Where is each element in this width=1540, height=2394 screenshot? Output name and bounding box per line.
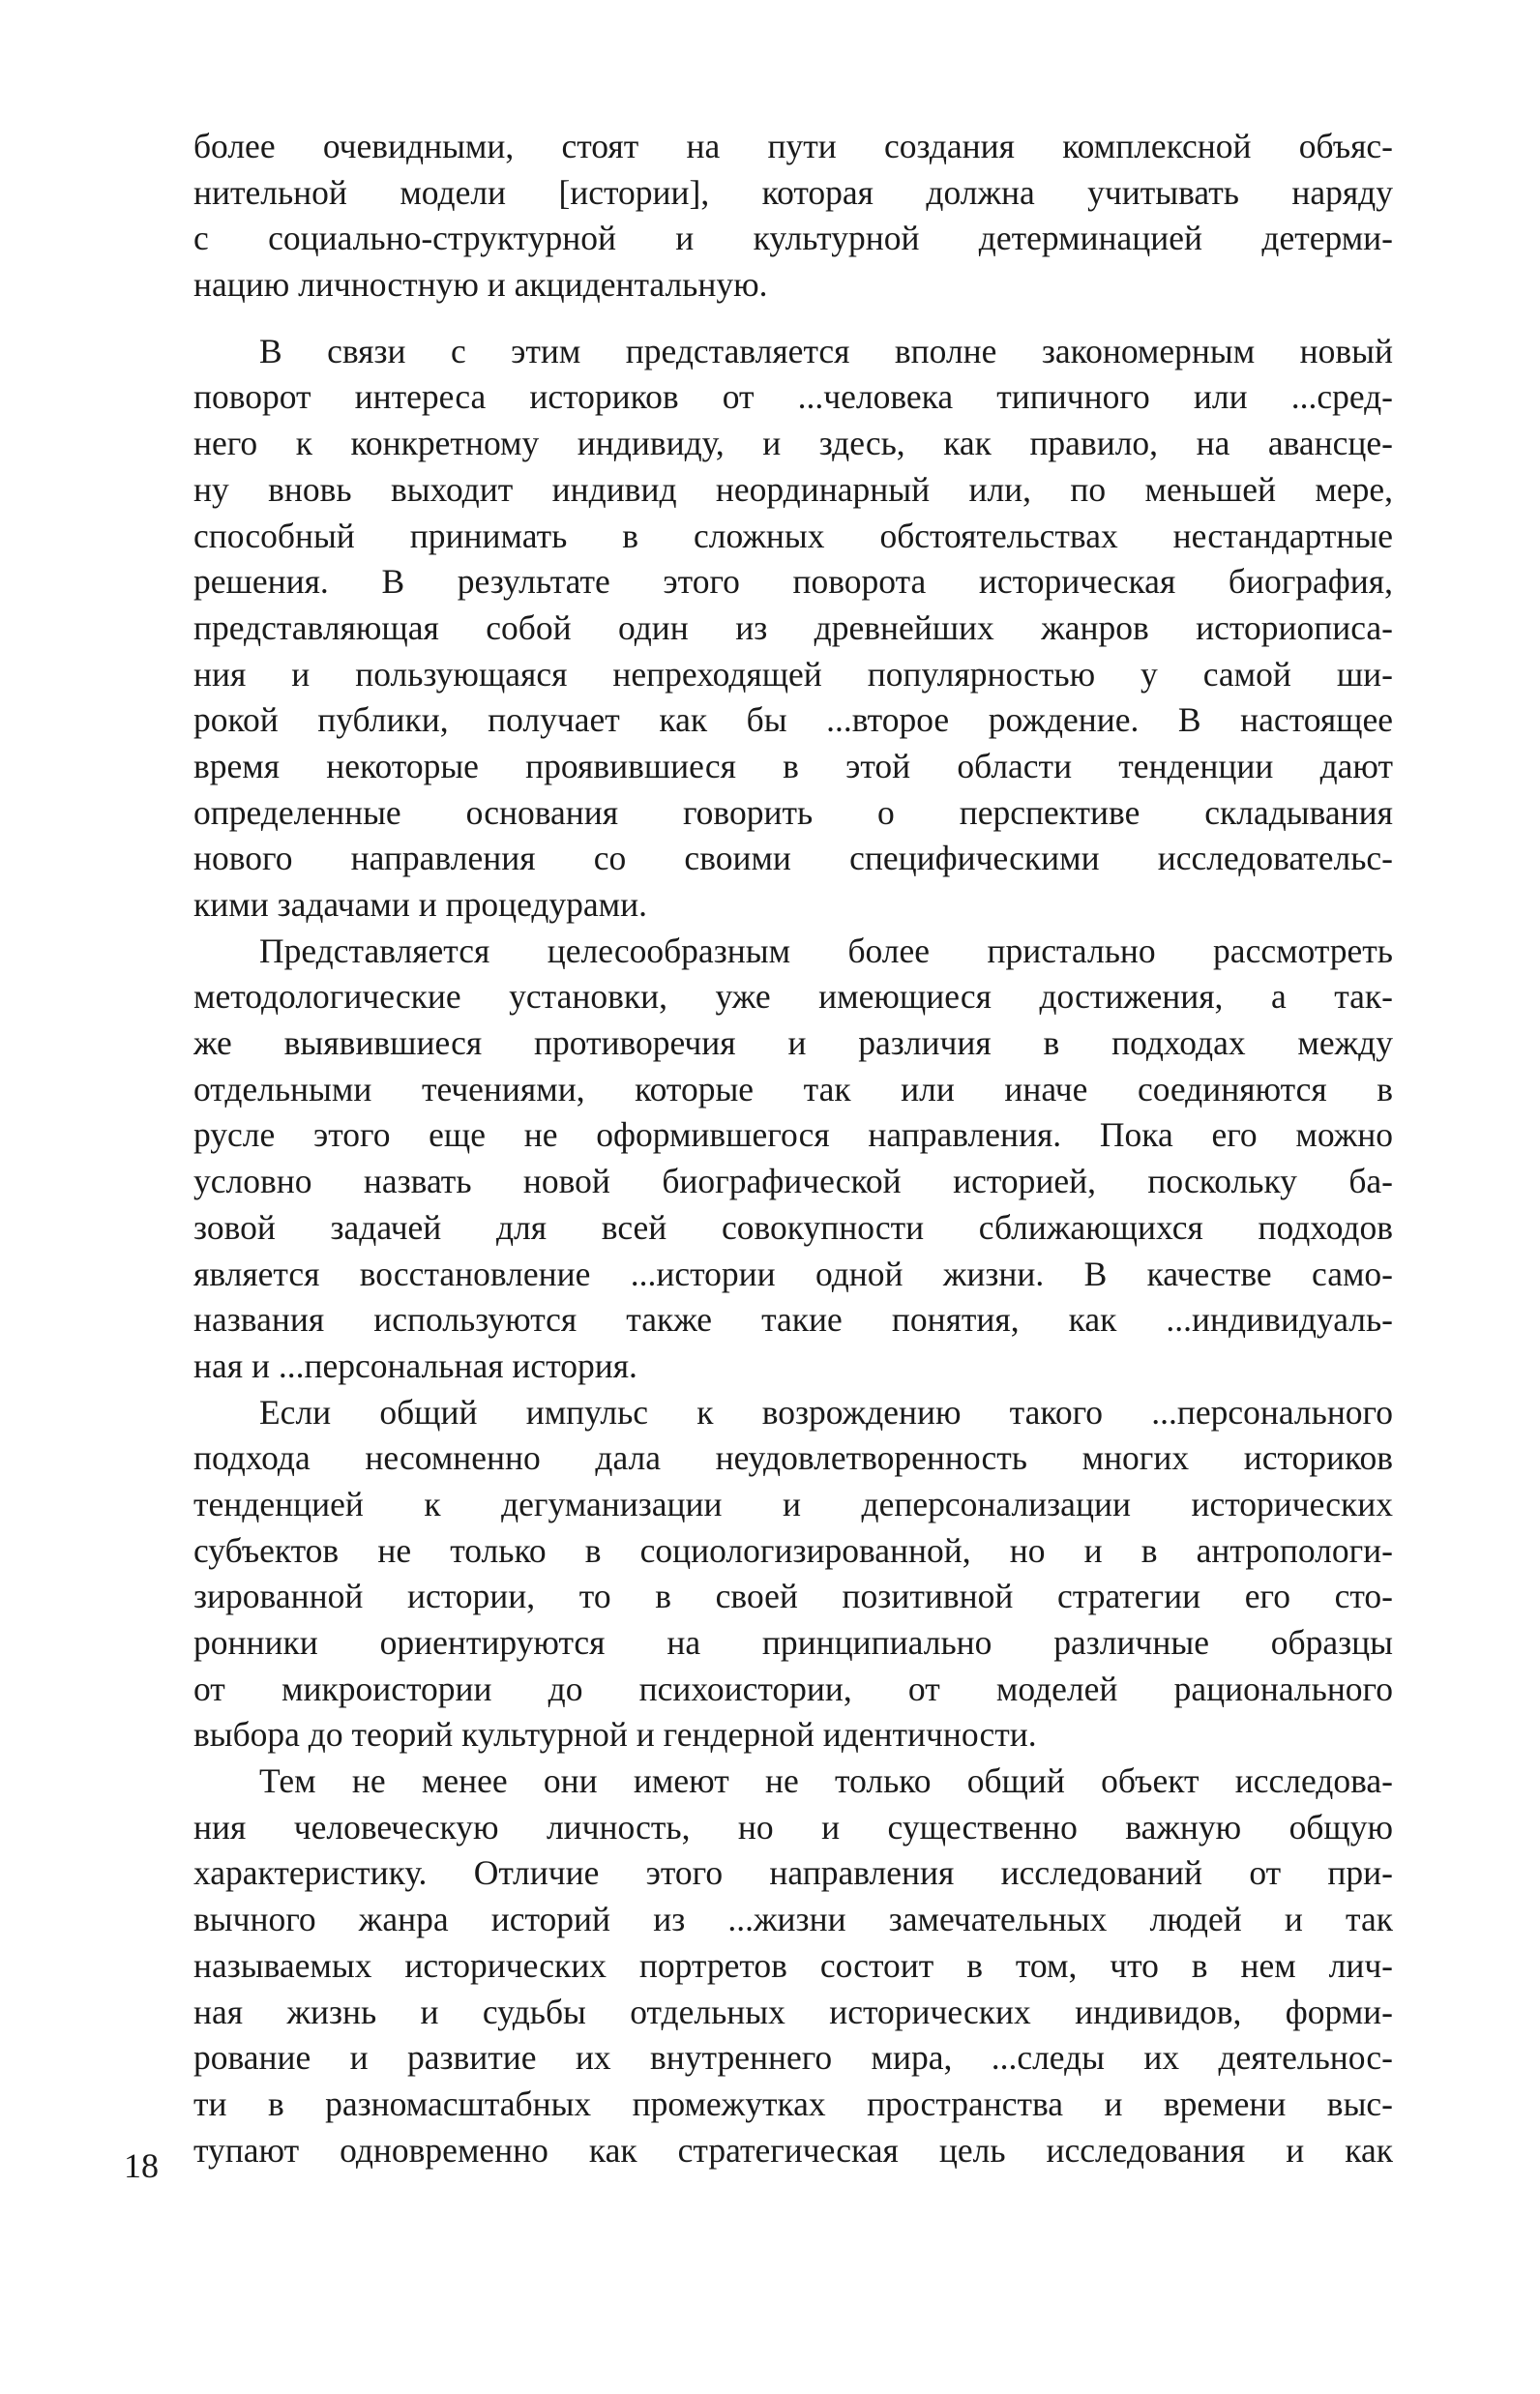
text-line: ронники ориентируются на принципиально различные образцы [193,1623,1393,1662]
text-line: зовой задачей для всей совокупности сближающихся подходов [193,1207,1393,1247]
paragraph [193,929,1393,1390]
body-text [193,124,1393,2173]
text-line: названия используются также такие понятия, как ...индивидуаль- [193,1300,1393,1340]
text-line: характеристику. Отличие этого направления исследований от при- [193,1853,1393,1893]
text-line: определенные основания говорить о перспективе складывания [193,792,1393,832]
text-line: представляющая собой один из древнейших жанров историописа- [193,607,1393,647]
text-line: с социально-структурной и культурной детерминацией детерми- [193,219,1393,258]
text-line: время некоторые проявившиеся в этой области тенденции дают [193,746,1393,785]
text-line: выбора до теорий культурной и гендерной идентичности. [193,1715,1037,1755]
text-line: тупают одновременно как стратегическая цель исследования и как [193,2130,1393,2170]
text-line: ну вновь выходит индивид неординарный или, по меньшей мере, [193,469,1393,509]
text-line: ная и ...персональная история. [193,1345,637,1385]
text-line: ная жизнь и судьбы отдельных исторических индивидов, форми- [193,1992,1393,2031]
text-line: способный принимать в сложных обстоятельствах нестандартные [193,516,1393,555]
paragraph [193,1390,1393,1759]
text-line: вычного жанра историй из ...жизни замечательных людей и так [193,1900,1393,1939]
text-line: рование и развитие их внутреннего мира, ...следы их деятельнос- [193,2038,1393,2078]
text-line: отдельными течениями, которые так или иначе соединяются в [193,1069,1393,1108]
text-line: методологические установки, уже имеющиеся достижения, а так- [193,977,1393,1017]
text-line: называемых исторических портретов состоит в том, что в нем лич- [193,1945,1393,1985]
text-line: русле этого еще не оформившегося направления. Пока его можно [193,1115,1393,1155]
text-line: тенденцией к дегуманизации и деперсонализации исторических [193,1484,1393,1523]
paragraph [193,1759,1393,2173]
text-line: является восстановление ...истории одной жизни. В качестве само- [193,1254,1393,1293]
text-line: Представляется целесообразным более пристально рассмотреть [259,931,1393,970]
text-line: поворот интереса историков от ...человека типичного или ...сред- [193,377,1393,417]
text-line: ния человеческую личность, но и существенно важную общую [193,1807,1393,1847]
text-line: нительной модели [истории], которая должна учитывать наряду [193,172,1393,212]
text-line: субъектов не только в социологизированной, но и в антропологи- [193,1530,1393,1570]
text-line: ния и пользующаяся непреходящей популярностью у самой ши- [193,654,1393,694]
text-line: него к конкретному индивиду, и здесь, как правило, на авансце- [193,424,1393,463]
text-line: нацию личностную и акцидентальную. [193,265,768,305]
page-number: 18 [124,2146,159,2185]
text-line: кими задачами и процедурами. [193,885,648,924]
text-line: зированной истории, то в своей позитивной стратегии его сто- [193,1577,1393,1616]
text-line: от микроистории до психоистории, от моделей рационального [193,1669,1393,1708]
text-line: В связи с этим представляется вполне закономерным новый [259,331,1393,370]
text-line: подхода несомненно дала неудовлетворенность многих историков [193,1438,1393,1478]
text-line: более очевидными, стоят на пути создания комплексной объяс- [193,127,1393,165]
text-line: условно назвать новой биографической историей, поскольку ба- [193,1162,1393,1201]
paragraph [193,329,1393,929]
text-line: же выявившиеся противоречия и различия в подходах между [193,1023,1393,1063]
text-line: Если общий импульс к возрождению такого ...персонального [259,1392,1393,1432]
text-line: ти в разномасштабных промежутках пространства и времени выс- [193,2084,1393,2123]
text-line: Тем не менее они имеют не только общий объект исследова- [259,1761,1393,1801]
text-line: рокой публики, получает как бы ...второе рождение. В настоящее [193,700,1393,740]
text-line: нового направления со своими специфическими исследовательс- [193,839,1393,878]
paragraph [193,124,1393,309]
text-line: решения. В результате этого поворота историческая биография, [193,562,1393,602]
